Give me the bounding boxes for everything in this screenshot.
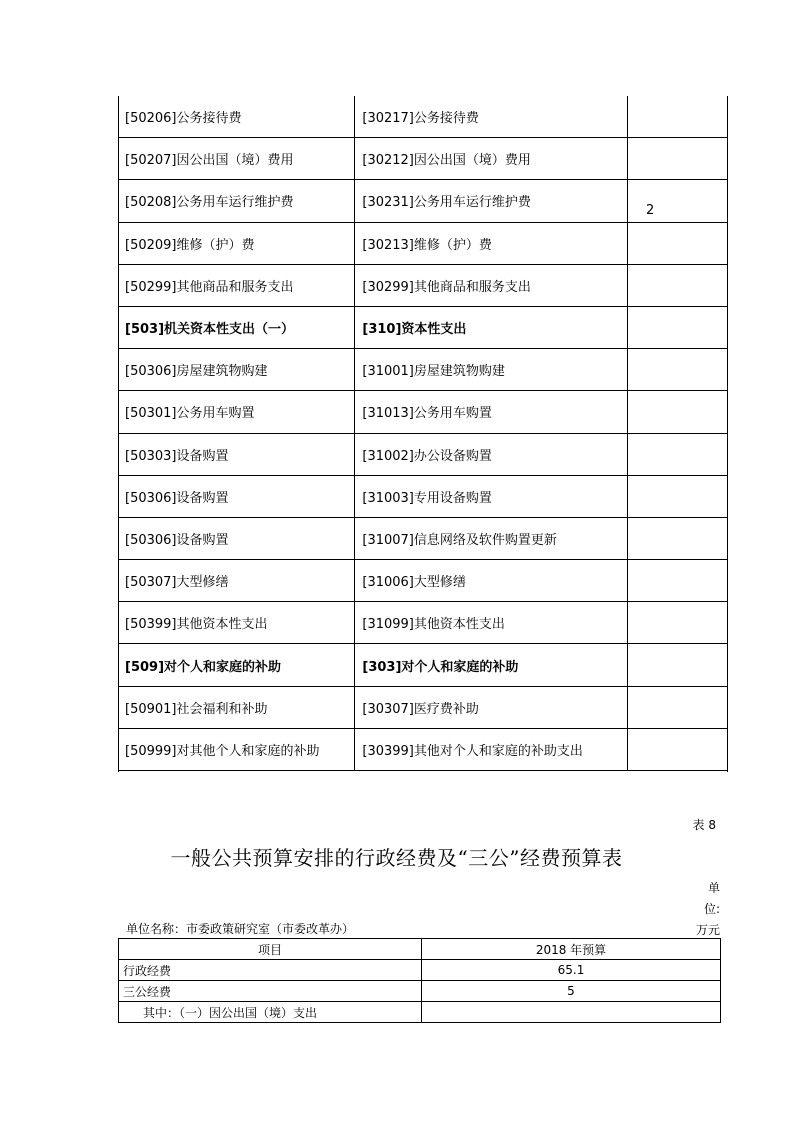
gov-category-cell: [50306]设备购置 — [118, 517, 355, 559]
table-row — [118, 138, 728, 180]
gov-category-cell: [50399]其他资本性支出 — [118, 602, 355, 644]
table-number: 表 8 — [692, 818, 716, 832]
amount-cell — [627, 391, 728, 433]
gov-category-cell: [50306]设备购置 — [118, 475, 355, 517]
table-header-row — [119, 939, 721, 960]
gov-category-cell: [50209]维修（护）费 — [118, 222, 355, 264]
table-row — [119, 1002, 721, 1023]
table-row — [118, 560, 728, 602]
amount-cell — [627, 560, 728, 602]
amount-cell — [627, 180, 728, 222]
dept-category-cell: [31099]其他资本性支出 — [355, 602, 627, 644]
table-row — [118, 349, 728, 391]
dept-category-cell: [303]对个人和家庭的补助 — [355, 644, 627, 686]
amount-cell — [627, 306, 728, 348]
dept-category-cell: [30307]医疗费补助 — [355, 686, 627, 728]
header-budget: 2018 年预算 — [422, 939, 721, 960]
table-row — [118, 602, 728, 644]
table-row — [119, 960, 721, 981]
table-row — [119, 981, 721, 1002]
gov-category-cell: [50306]房屋建筑物购建 — [118, 349, 355, 391]
dept-category-cell: [30213]维修（护）费 — [355, 222, 627, 264]
table-row — [118, 391, 728, 433]
row-value: 65.1 — [422, 960, 721, 981]
dept-category-cell: [30217]公务接待费 — [355, 96, 627, 138]
amount-cell — [627, 222, 728, 264]
row-value: 5 — [422, 981, 721, 1002]
table-row — [118, 644, 728, 686]
row-item: 三公经费 — [119, 981, 422, 1002]
gov-category-cell: [50999]对其他个人和家庭的补助 — [118, 728, 355, 770]
amount-cell — [627, 96, 728, 138]
amount-cell — [627, 728, 728, 770]
gov-category-cell: [50206]公务接待费 — [118, 96, 355, 138]
dept-category-cell: [31007]信息网络及软件购置更新 — [355, 517, 627, 559]
page-number: 2 — [646, 203, 655, 218]
dept-category-cell: [310]资本性支出 — [355, 306, 627, 348]
dept-category-cell: [31003]专用设备购置 — [355, 475, 627, 517]
amount-cell — [627, 264, 728, 306]
dept-category-cell: [30212]因公出国（境）费用 — [355, 138, 627, 180]
table-row — [118, 180, 728, 222]
amount-cell — [627, 644, 728, 686]
unit-line: 万元 — [695, 923, 720, 937]
gov-category-cell: [509]对个人和家庭的补助 — [118, 644, 355, 686]
table-row — [118, 264, 728, 306]
org-name: 单位名称：市委政策研究室（市委改革办） — [126, 922, 355, 936]
amount-cell — [627, 349, 728, 391]
unit-label — [680, 878, 720, 941]
table-row — [118, 433, 728, 475]
dept-category-cell: [30299]其他商品和服务支出 — [355, 264, 627, 306]
table-row — [118, 728, 728, 770]
classification-table — [118, 96, 728, 771]
gov-category-cell: [503]机关资本性支出（一） — [118, 306, 355, 348]
dept-category-cell: [31002]办公设备购置 — [355, 433, 627, 475]
table-row — [118, 475, 728, 517]
row-item: 其中：（一）因公出国（境）支出 — [119, 1002, 422, 1023]
gov-category-cell: [50299]其他商品和服务支出 — [118, 264, 355, 306]
row-value — [422, 1002, 721, 1023]
dept-category-cell: [31013]公务用车购置 — [355, 391, 627, 433]
gov-category-cell: [50207]因公出国（境）费用 — [118, 138, 355, 180]
table-row — [118, 222, 728, 264]
dept-category-cell: [31006]大型修缮 — [355, 560, 627, 602]
table-title: 一般公共预算安排的行政经费及“三公”经费预算表 — [170, 846, 623, 870]
gov-category-cell: [50901]社会福利和补助 — [118, 686, 355, 728]
gov-category-cell: [50307]大型修缮 — [118, 560, 355, 602]
header-item: 项目 — [119, 939, 422, 960]
table-row — [118, 686, 728, 728]
gov-category-cell: [50301]公务用车购置 — [118, 391, 355, 433]
table-row — [118, 96, 728, 138]
dept-category-cell: [30231]公务用车运行维护费 — [355, 180, 627, 222]
amount-cell — [627, 433, 728, 475]
table-row — [118, 517, 728, 559]
amount-cell — [627, 138, 728, 180]
amount-cell — [627, 475, 728, 517]
unit-line: 位: — [703, 902, 720, 916]
gov-category-cell: [50208]公务用车运行维护费 — [118, 180, 355, 222]
table-row — [118, 306, 728, 348]
amount-cell — [627, 602, 728, 644]
budget-table — [118, 938, 721, 1023]
amount-cell — [627, 686, 728, 728]
unit-line: 单 — [707, 881, 720, 895]
amount-cell — [627, 517, 728, 559]
gov-category-cell: [50303]设备购置 — [118, 433, 355, 475]
dept-category-cell: [30399]其他对个人和家庭的补助支出 — [355, 728, 627, 770]
dept-category-cell: [31001]房屋建筑物购建 — [355, 349, 627, 391]
row-item: 行政经费 — [119, 960, 422, 981]
